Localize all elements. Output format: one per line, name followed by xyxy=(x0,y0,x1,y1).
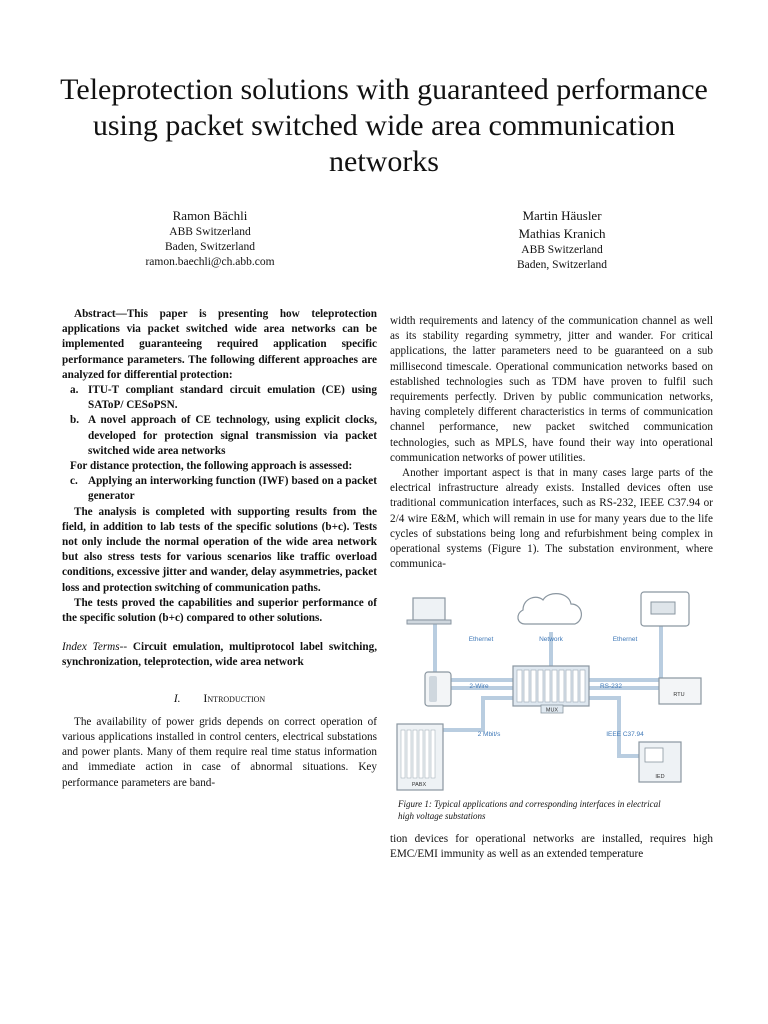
ied-label: IED xyxy=(655,774,665,780)
abstract-conclusion: The tests proved the capabilities and superior performance of the specific solution (b+c) compared to other solutions. xyxy=(62,596,377,625)
section-heading xyxy=(62,691,377,707)
list-label: b. xyxy=(70,414,80,427)
paragraph: The availability of power grids depends on correct operation of various applications installed in control centers, electrical substations and power plants. Many of them require real time status information and immediate action in case of abnormal situations. Key performance parameters are band- xyxy=(62,715,377,789)
list-text: A novel approach of CE technology, using explicit clocks, developed for protection signal transmission via packet switched wide area networks xyxy=(88,414,377,457)
mux-label: MUX xyxy=(545,707,559,714)
mbit-label: 2 Mbit/s xyxy=(477,731,501,738)
section-number: I. xyxy=(173,692,181,705)
list-text: Applying an interworking function (IWF) based on a packet generator xyxy=(88,475,377,503)
right-column xyxy=(390,314,713,572)
author-affiliation: ABB Switzerland xyxy=(169,226,251,238)
abstract-intro: Abstract—This paper is presenting how teleprotection applications via packet switched wide area networks can be implemented guaranteeing required application specific performance parameters. The following different approaches are analyzed for differential protection: xyxy=(62,308,377,381)
index-terms-text: Circuit emulation, multiprotocol label switching, synchronization, teleprotection, wide area network xyxy=(62,641,377,669)
index-terms xyxy=(62,640,377,670)
author-location: Baden, Switzerland xyxy=(164,241,256,253)
paragraph: width requirements and latency of the communication channel as well as its stability regarding symmetry, jitter and wander. For critical applications, the latter parameters need to be guaranteed on a sub millisecond timescale. Operational communication networks based on established technologies such as TDM have proven to fulfil such requirements perfectly. Driven by public communication networks, having completely different characteristics in terms of communication channel performance, new packet switched communication technologies, such as MPLS, have found their way into operational communication networks of power utilities. xyxy=(390,315,713,464)
abstract-analysis: The analysis is completed with supporting results from the field, in addition to lab tests of the specific solutions (b+c). Tests not only include the normal operation of the wide area network but also stress tests for various scenarios like traffic overload conditions, excessive jitter and wander, delay asymmetries, packet loss and protection switching of communication paths. xyxy=(62,505,377,594)
paper-title: Teleprotection solutions with guaranteed performance using packet switched wide area communication networks xyxy=(60,73,708,178)
ethernet-right-label: Ethernet xyxy=(612,636,638,643)
list-text: ITU-T compliant standard circuit emulation (CE) using SAToP/ CESoPSN. xyxy=(88,384,377,412)
intro-text xyxy=(62,715,377,791)
list-label: c. xyxy=(70,475,78,488)
author-name: Ramon Bächli xyxy=(172,208,248,223)
author-name-2: Mathias Kranich xyxy=(518,226,606,241)
author-location: Baden, Switzerland xyxy=(516,259,608,271)
author-name: Martin Häusler xyxy=(522,208,602,223)
paragraph: Another important aspect is that in many cases large parts of the electrical infrastructure already exists. Installed devices often use traditional communication interfaces, such as RS-232, IEEE C37.94 or 2/4 wire E&M, which will remain in use for many years due to the life cycles of substations being long and refurbishment being complex in operational systems (Figure 1). The substation environment, where communica- xyxy=(390,467,713,571)
figure-1-diagram xyxy=(389,588,713,796)
camera-icon xyxy=(641,592,689,626)
mux-device xyxy=(513,666,589,713)
rtu-device xyxy=(659,678,701,704)
abstract xyxy=(62,307,377,626)
pabx-device xyxy=(397,724,443,790)
ethernet-left-label: Ethernet xyxy=(468,636,494,643)
pabx-label: PABX xyxy=(411,782,427,788)
abstract-distance: For distance protection, the following approach is assessed: xyxy=(70,460,353,473)
telephone-icon xyxy=(425,672,451,706)
index-terms-label: Index Terms-- xyxy=(62,641,128,654)
section-title: Introduction xyxy=(203,690,266,705)
ieee-label: IEEE C37.94 xyxy=(606,731,644,738)
abstract-list-item xyxy=(70,474,377,504)
rtu-label: RTU xyxy=(673,692,685,698)
abstract-list-item xyxy=(70,413,377,459)
author-affiliation: ABB Switzerland xyxy=(521,244,603,256)
author-block-2 xyxy=(462,207,662,273)
two-wire-label: 2-Wire xyxy=(469,683,489,690)
laptop-icon xyxy=(407,598,451,624)
abstract-list-item xyxy=(70,383,377,413)
right-column-continued: tion devices for operational networks are installed, requires high EMC/EMI immunity as well as an extended temperature xyxy=(390,833,713,861)
figure-caption: Figure 1: Typical applications and corresponding interfaces in electrical high voltage substations xyxy=(398,799,661,821)
left-column xyxy=(62,307,377,791)
author-email[interactable]: ramon.baechli@ch.abb.com xyxy=(145,256,275,268)
list-label: a. xyxy=(70,384,79,397)
rs232-label: RS-232 xyxy=(599,683,623,690)
network-label: Network xyxy=(539,636,563,643)
author-block-1 xyxy=(110,207,310,270)
